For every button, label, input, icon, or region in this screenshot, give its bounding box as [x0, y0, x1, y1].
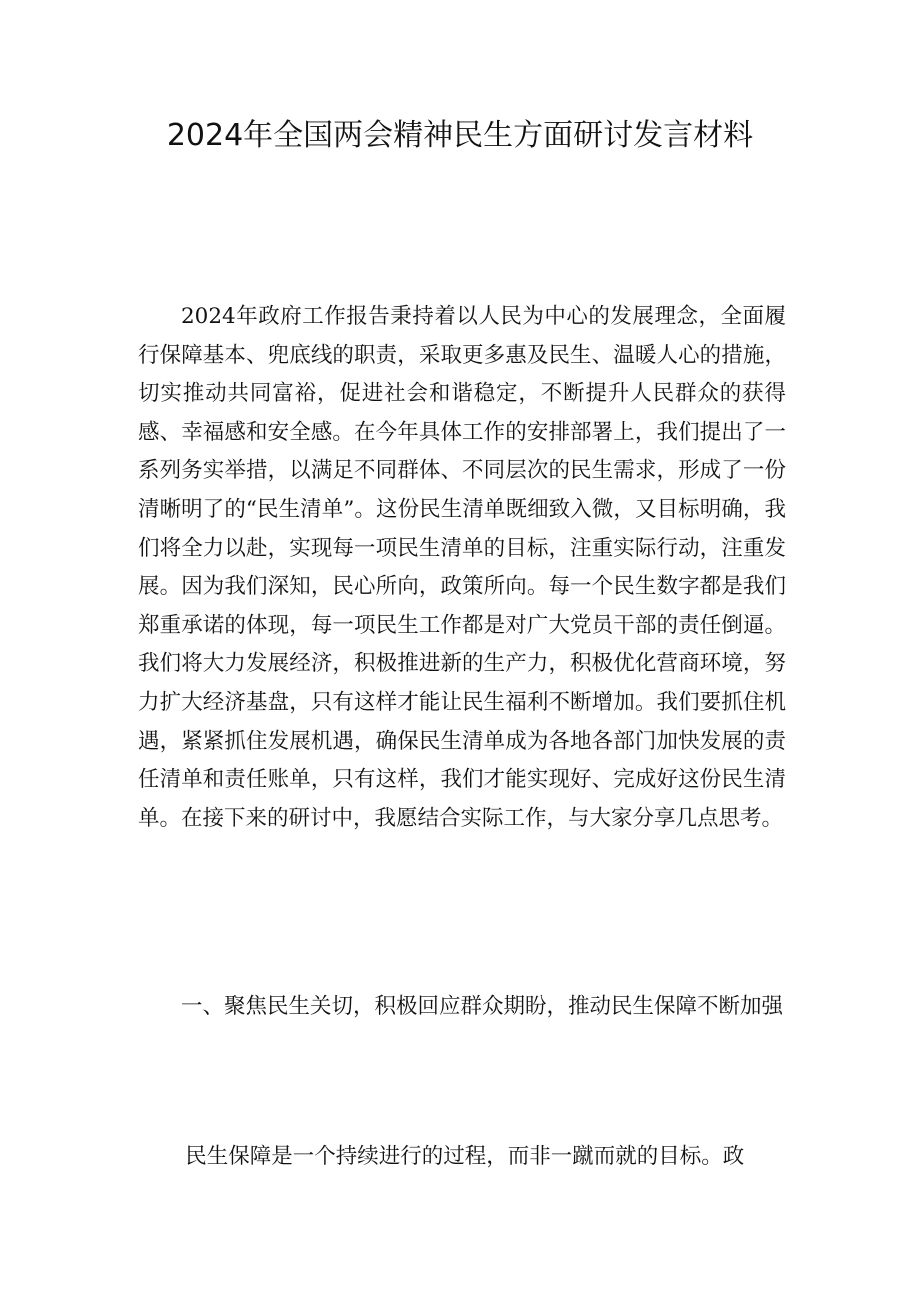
document-title: 2024年全国两会精神民生方面研讨发言材料: [166, 118, 754, 153]
body-paragraph-intro: 2024年政府工作报告秉持着以人民为中心的发展理念，全面履行保障基本、兜底线的职责，采取更多惠及民生、温暖人心的措施，切实推动共同富裕，促进社会和谐稳定，不断提升人民群众的获得感、幸福感和安全感。在今年具体工作的安排部署上，我们提出了一系列务实举措，以满足不同群体、不同层次的民生需求，形成了一份清晰明了的“民生清单”。这份民生清单既细致入微，又目标明确，我们将全力以赴，实现每一项民生清单的目标，注重实际行动，注重发展。因为我们深知，民心所向，政策所向。每一个民生数字都是我们郑重承诺的体现，每一项民生工作都是对广大党员干部的责任倒逼。我们将大力发展经济，积极推进新的生产力，积极优化营商环境，努力扩大经济基盘，只有这样才能让民生福利不断增加。我们要抓住机遇，紧紧抓住发展机遇，确保民生清单成为各地各部门加快发展的责任清单和责任账单，只有这样，我们才能实现好、完成好这份民生清单。在接下来的研讨中，我愿结合实际工作，与大家分享几点思考。: [138, 304, 786, 831]
section-heading-one: 一、聚焦民生关切，积极回应群众期盼，推动民生保障不断加强: [181, 994, 784, 1019]
body-paragraph-section-one: 民生保障是一个持续进行的过程，而非一蹴而就的目标。政: [185, 1144, 745, 1169]
